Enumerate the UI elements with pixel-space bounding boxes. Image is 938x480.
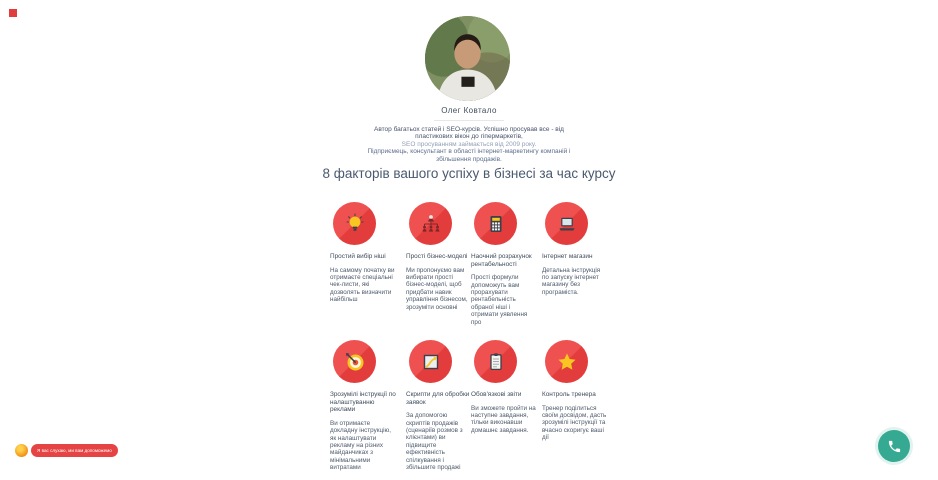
hierarchy-icon — [420, 213, 442, 235]
target-icon — [344, 351, 366, 373]
feature-body: Прості формули допоможуть вам прорахувати рентабельність обраної ніші і отримати уявлення про — [471, 274, 528, 326]
feature-body: Ви зможете пройти на наступне завдання, тільки виконавши домашнє завдання. — [471, 404, 536, 434]
feature-title: Інтернет магазин — [542, 253, 593, 260]
feature-card — [542, 340, 608, 480]
feature-title: Обов'язкові звіти — [471, 391, 522, 398]
feature-body: Ми пропонуємо вам вибирати прості бізнес-моделі, щоб придбати навик управління бізнесом, зрозуміти основні — [406, 266, 468, 311]
notepad-icon — [485, 351, 507, 373]
feature-icon-circle — [545, 340, 588, 383]
feature-card — [542, 202, 608, 335]
lightbulb-icon — [344, 213, 366, 235]
feature-title: Наочний розрахунок рентабельності — [471, 253, 532, 268]
laptop-icon — [556, 213, 578, 235]
bio-line: SEO просуванням займається від 2009 року. — [401, 140, 537, 148]
feature-card — [330, 202, 396, 335]
feature-card — [330, 340, 396, 480]
callback-bubble[interactable]: Я вас слухаю, ми вам допоможемо — [31, 444, 118, 457]
feature-card — [471, 340, 537, 480]
callback-widget[interactable] — [15, 443, 118, 458]
feature-title: Зрозумілі інструкції по налаштуванню реклами — [330, 391, 396, 414]
feature-icon-circle — [333, 202, 376, 245]
feature-title: Простий вибір ніші — [330, 253, 386, 260]
bio-line: Автор багатьох статей і SEO-курсів. Успішно просував все - від — [374, 126, 564, 133]
feature-body: За допомогою скриптів продажів (сценаріїв розмов з клієнтами) ви підвищите ефективність спілкування і збільшите продажі — [406, 412, 463, 472]
feature-title: Контроль тренера — [542, 391, 596, 398]
feature-card — [406, 202, 472, 335]
feature-body: Тренер поділиться своїм досвідом, дасть зрозумілі інструкції та вчасно скоригує ваші дії — [542, 404, 607, 442]
feature-card — [471, 202, 537, 335]
feature-title: Прості бізнес-моделі — [406, 253, 468, 260]
feature-icon-circle — [545, 202, 588, 245]
bio-line: збільшення продажів. — [436, 155, 502, 163]
phone-icon — [887, 439, 902, 454]
avatar-photo — [425, 16, 510, 101]
feature-card — [406, 340, 472, 480]
recording-indicator — [9, 9, 17, 17]
feature-icon-circle — [333, 340, 376, 383]
callback-phone-button[interactable] — [878, 430, 910, 462]
feature-icon-circle — [409, 340, 452, 383]
feature-body: Ви отримаєте докладну інструкцію, як налаштувати рекламу на різних майданчиках з мінімальними витратами — [330, 419, 391, 472]
bio-line: пластикових вікон до гіпермаркетів, — [415, 133, 523, 141]
page-title: 8 факторів вашого успіху в бізнесі за час курсу — [322, 166, 616, 181]
feature-icon-circle — [409, 202, 452, 245]
feature-icon-circle — [474, 340, 517, 383]
avatar — [425, 16, 510, 101]
profile-name: Олег Ковтало — [441, 106, 497, 115]
bio-line: Підприємець, консультант в області інтернет-маркетингу компаній і — [367, 148, 571, 156]
growth-chart-icon — [420, 351, 442, 373]
fire-icon[interactable] — [15, 444, 28, 457]
feature-body: На самому початку ви отримаєте спеціальні чек-листи, які дозволять визначити найбільш — [330, 266, 395, 304]
feature-icon-circle — [474, 202, 517, 245]
star-icon — [556, 351, 578, 373]
feature-body: Детальна інструкція по запуску інтернет магазину без програміста. — [542, 266, 601, 296]
feature-title: Скрипти для обробки заявок — [406, 391, 470, 406]
calculator-icon — [485, 213, 507, 235]
name-divider — [434, 120, 504, 121]
profile-bio — [0, 126, 938, 163]
